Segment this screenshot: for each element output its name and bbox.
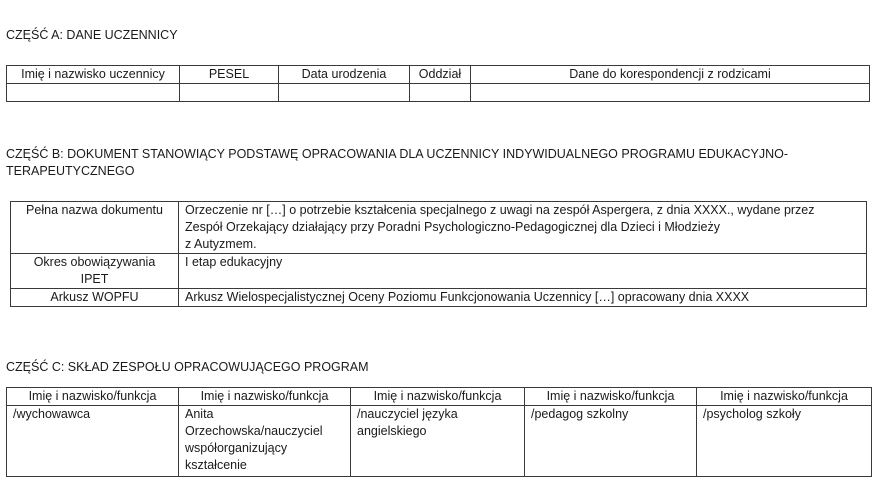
cell-school-psychologist <box>697 406 872 477</box>
text-line: /psycholog szkoły <box>703 407 801 421</box>
label-wopfu: Arkusz WOPFU <box>11 289 179 307</box>
text-line: z Autyzmem. <box>185 237 257 251</box>
empty-cell <box>7 84 180 102</box>
table-row <box>11 289 867 307</box>
text-line: IPET <box>80 272 109 286</box>
text-line: Orzechowska/nauczyciel <box>185 424 323 438</box>
text-line: /pedagog szkolny <box>531 407 629 421</box>
text-line: Okres obowiązywania <box>33 255 156 269</box>
team-table <box>6 387 872 477</box>
label-validity-period <box>11 254 179 289</box>
text-line: angielskiego <box>357 424 427 438</box>
header-team-member: Imię i nazwisko/funkcja <box>697 388 872 406</box>
header-team-member: Imię i nazwisko/funkcja <box>179 388 351 406</box>
cell-support-teacher <box>179 406 351 477</box>
header-student-name: Imię i nazwisko uczennicy <box>7 66 180 84</box>
text-line: kształcenie <box>185 458 247 472</box>
header-team-member: Imię i nazwisko/funkcja <box>7 388 179 406</box>
cell-english-teacher <box>351 406 525 477</box>
table-row <box>11 254 867 289</box>
text-line: Zespół Orzekający działający przy Poradni Psychologiczno-Pedagogicznej dla Dzieci i Młodzieży <box>185 220 720 234</box>
empty-cell <box>180 84 279 102</box>
table-header-row <box>7 388 872 406</box>
table-header-row <box>7 66 870 84</box>
cell-school-pedagogue <box>525 406 697 477</box>
empty-cell <box>279 84 410 102</box>
empty-cell <box>410 84 471 102</box>
section-b-heading-line: TERAPEUTYCZNEGO <box>6 164 135 178</box>
section-b-heading <box>6 146 788 180</box>
value-validity-period: I etap edukacyjny <box>179 254 867 289</box>
section-a-heading: CZĘŚĆ A: DANE UCZENNICY <box>6 28 178 42</box>
header-birth-date: Data urodzenia <box>279 66 410 84</box>
basis-document-table <box>10 201 867 307</box>
value-wopfu: Arkusz Wielospecjalistycznej Oceny Poziomu Funkcjonowania Uczennicy […] opracowany dnia XXXX <box>179 289 867 307</box>
student-data-table <box>6 65 870 102</box>
cell-homeroom-teacher <box>7 406 179 477</box>
header-team-member: Imię i nazwisko/funkcja <box>525 388 697 406</box>
table-row <box>11 202 867 254</box>
label-document-name: Pełna nazwa dokumentu <box>11 202 179 254</box>
section-c-heading: CZĘŚĆ C: SKŁAD ZESPOŁU OPRACOWUJĄCEGO PROGRAM <box>6 360 369 374</box>
header-team-member: Imię i nazwisko/funkcja <box>351 388 525 406</box>
section-b-heading-line: CZĘŚĆ B: DOKUMENT STANOWIĄCY PODSTAWĘ OPRACOWANIA DLA UCZENNICY INDYWIDUALNEGO PROGRAMU EDUKACYJNO- <box>6 147 789 161</box>
table-row <box>7 84 870 102</box>
header-pesel: PESEL <box>180 66 279 84</box>
text-line: Anita <box>185 407 214 421</box>
table-row <box>7 406 872 477</box>
text-line: /nauczyciel języka <box>357 407 458 421</box>
empty-cell <box>471 84 870 102</box>
header-class: Oddział <box>410 66 471 84</box>
text-line: Orzeczenie nr […] o potrzebie kształcenia specjalnego z uwagi na zespół Aspergera, z dnia XXXX., wydane przez <box>185 203 815 217</box>
value-document-name <box>179 202 867 254</box>
text-line: /wychowawca <box>13 407 91 421</box>
text-line: współorganizujący <box>185 441 288 455</box>
header-parent-contact: Dane do korespondencji z rodzicami <box>471 66 870 84</box>
